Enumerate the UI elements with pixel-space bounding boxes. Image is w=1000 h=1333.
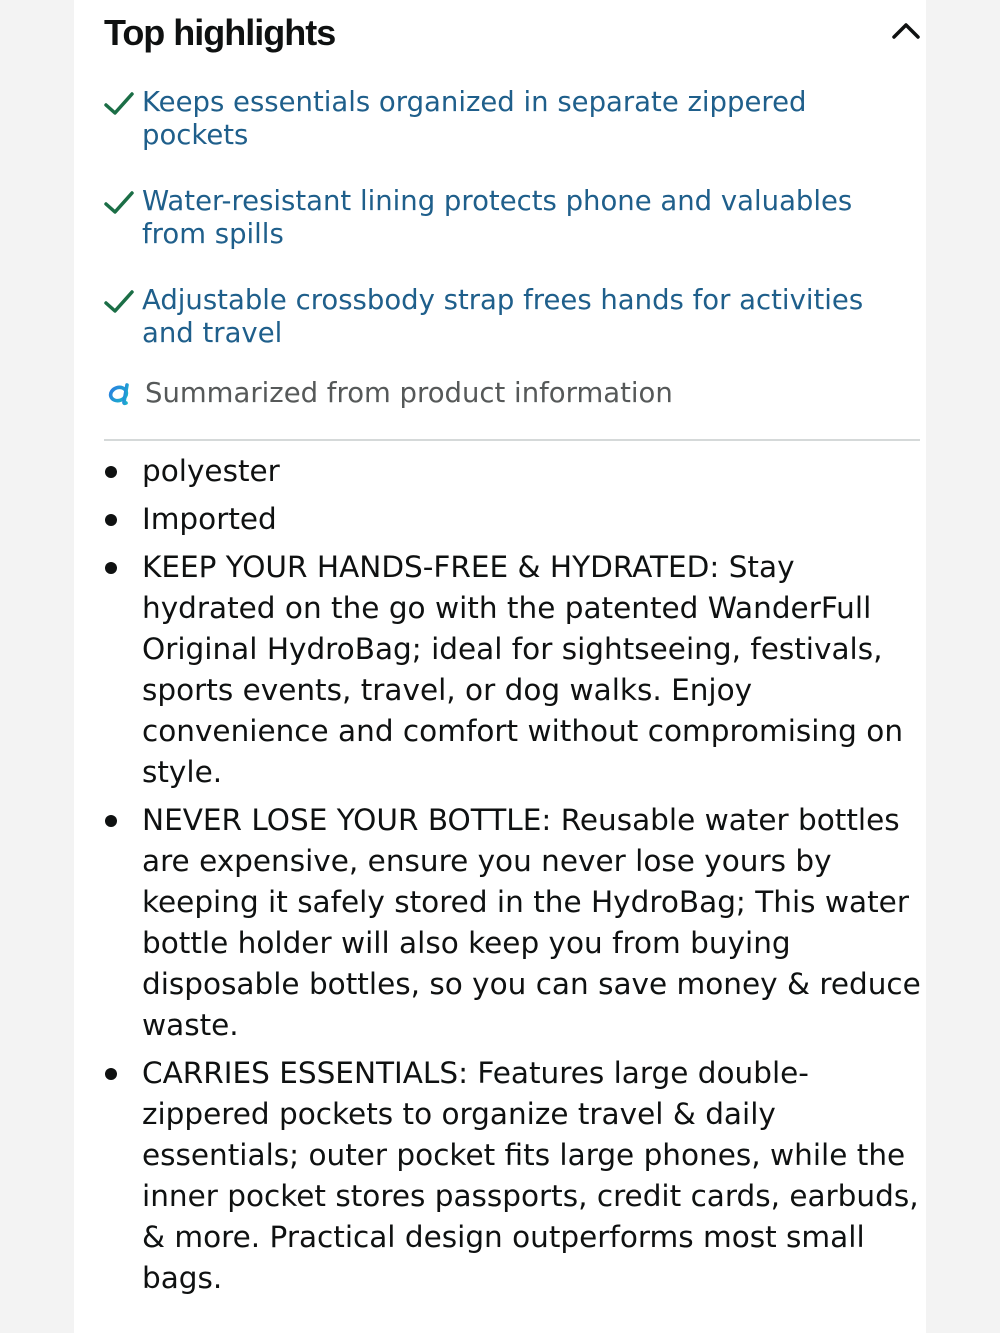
highlight-text: Keeps essentials organized in separate zippered pockets [142, 86, 807, 151]
bullet-dot [105, 466, 117, 478]
list-item [104, 499, 922, 540]
highlight-item [104, 185, 920, 251]
chevron-up-icon[interactable] [888, 12, 924, 48]
list-item [104, 800, 922, 1046]
bullet-dot [105, 514, 117, 526]
highlight-item [104, 86, 920, 152]
bullet-text: Imported [142, 502, 277, 536]
bullet-text: NEVER LOSE YOUR BOTTLE: Reusable water bottles are expensive, ensure you never lose yours by keeping it safely stored in the HydroBag; This water bottle holder will also keep you from buying disposable bottles, so you can save money & reduce waste. [142, 803, 921, 1042]
ai-summary-note [104, 377, 920, 439]
bullet-dot [105, 815, 117, 827]
summary-text: Summarized from product information [145, 377, 673, 409]
checkmark-icon [104, 189, 134, 217]
product-details-card [74, 0, 926, 1333]
highlight-text: Water-resistant lining protects phone and valuables from spills [142, 185, 853, 250]
highlight-item [104, 284, 920, 350]
section-title: Top highlights [104, 12, 336, 53]
list-item [104, 451, 922, 492]
bullet-dot [105, 562, 117, 574]
highlights-list [104, 86, 920, 350]
bullet-text: KEEP YOUR HANDS-FREE & HYDRATED: Stay hydrated on the go with the patented WanderFull Original HydroBag; ideal for sightseeing, festivals, sports events, travel, or dog walks. Enjoy convenience and comfort without compromising on style. [142, 550, 904, 789]
section-header[interactable] [104, 0, 920, 86]
bullet-text: CARRIES ESSENTIALS: Features large double-zippered pockets to organize travel & daily essentials; outer pocket fits large phones, while the inner pocket stores passports, credit cards, earbuds, & more. Practical design outperforms most small bags. [142, 1056, 919, 1295]
highlight-text: Adjustable crossbody strap frees hands for activities and travel [142, 284, 864, 349]
bullet-dot [105, 1068, 117, 1080]
bullet-text: polyester [142, 454, 280, 488]
checkmark-icon [104, 288, 134, 316]
ai-a-icon [106, 379, 134, 407]
list-item [104, 547, 922, 793]
feature-bullets-list [104, 451, 920, 1299]
list-item [104, 1053, 922, 1299]
top-highlights-section [104, 0, 920, 1306]
checkmark-icon [104, 90, 134, 118]
divider [104, 439, 920, 441]
